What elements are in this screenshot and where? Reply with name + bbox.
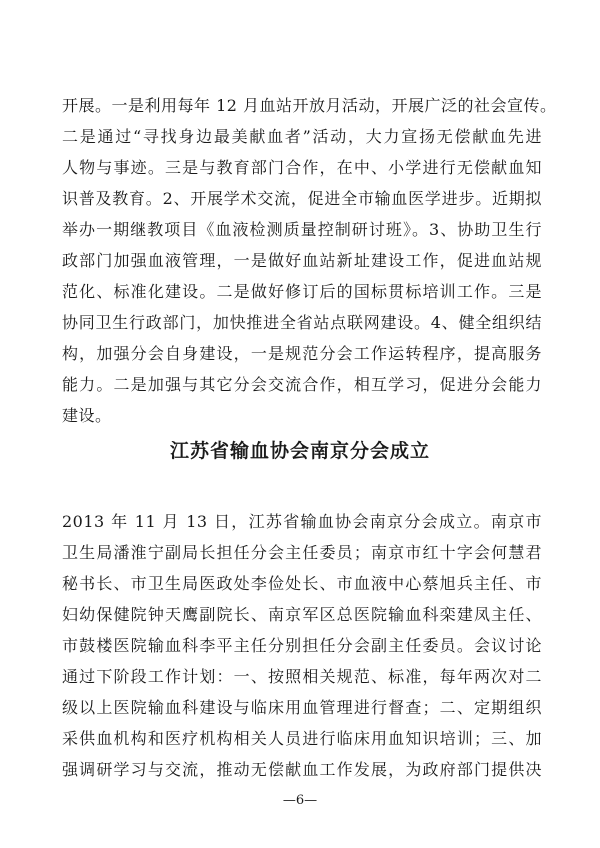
paragraph-line: 范化、标准化建设。二是做好修订后的国标贯标培训工作。三是 <box>62 282 542 301</box>
paragraph-line: 通过下阶段工作计划：一、按照相关规范、标准，每年两次对二 <box>62 667 542 686</box>
paragraph-line: 识普及教育。2、开展学术交流，促进全市输血医学进步。近期拟 <box>62 189 542 208</box>
paragraph-line: 开展。一是利用每年 12 月血站开放月活动，开展广泛的社会宣传。 <box>62 96 557 115</box>
paragraph-line: 协同卫生行政部门，加快推进全省站点联网建设。4、健全组织结 <box>62 313 542 332</box>
page-number: —6— <box>282 793 318 808</box>
paragraph-line: 妇幼保健院钟天鹰副院长、南京军区总医院输血科栾建凤主任、 <box>62 605 542 624</box>
paragraph-line: 二是通过“寻找身边最美献血者”活动，大力宣扬无偿献血先进 <box>62 127 542 146</box>
section-heading: 江苏省输血协会南京分会成立 <box>169 440 430 462</box>
paragraph-line: 构，加强分会自身建设，一是规范分会工作运转程序，提高服务 <box>62 344 542 363</box>
paragraph-line: 级以上医院输血科建设与临床用血管理进行督查；二、定期组织 <box>62 698 542 717</box>
paragraph-line: 市鼓楼医院输血科李平主任分别担任分会副主任委员。会议讨论 <box>62 636 542 655</box>
paragraph-line: 能力。二是加强与其它分会交流合作，相互学习，促进分会能力 <box>62 375 542 394</box>
paragraph-line: 强调研学习与交流，推动无偿献血工作发展，为政府部门提供决 <box>62 760 542 779</box>
paragraph-line: 政部门加强血液管理，一是做好血站新址建设工作，促进血站规 <box>62 251 542 270</box>
paragraph-line: 卫生局潘淮宁副局长担任分会主任委员；南京市红十字会何慧君 <box>62 543 542 562</box>
paragraph-line: 秘书长、市卫生局医政处李俭处长、市血液中心蔡旭兵主任、市 <box>62 574 542 593</box>
paragraph-line: 举办一期继教项目《血液检测质量控制研讨班》。3、协助卫生行 <box>62 220 542 239</box>
paragraph-line: 采供血机构和医疗机构相关人员进行临床用血知识培训；三、加 <box>62 729 542 748</box>
paragraph-line: 建设。 <box>62 406 112 425</box>
paragraph-line: 2013 年 11 月 13 日，江苏省输血协会南京分会成立。南京市 <box>62 512 542 531</box>
paragraph-line: 人物与事迹。三是与教育部门合作，在中、小学进行无偿献血知 <box>62 158 542 177</box>
